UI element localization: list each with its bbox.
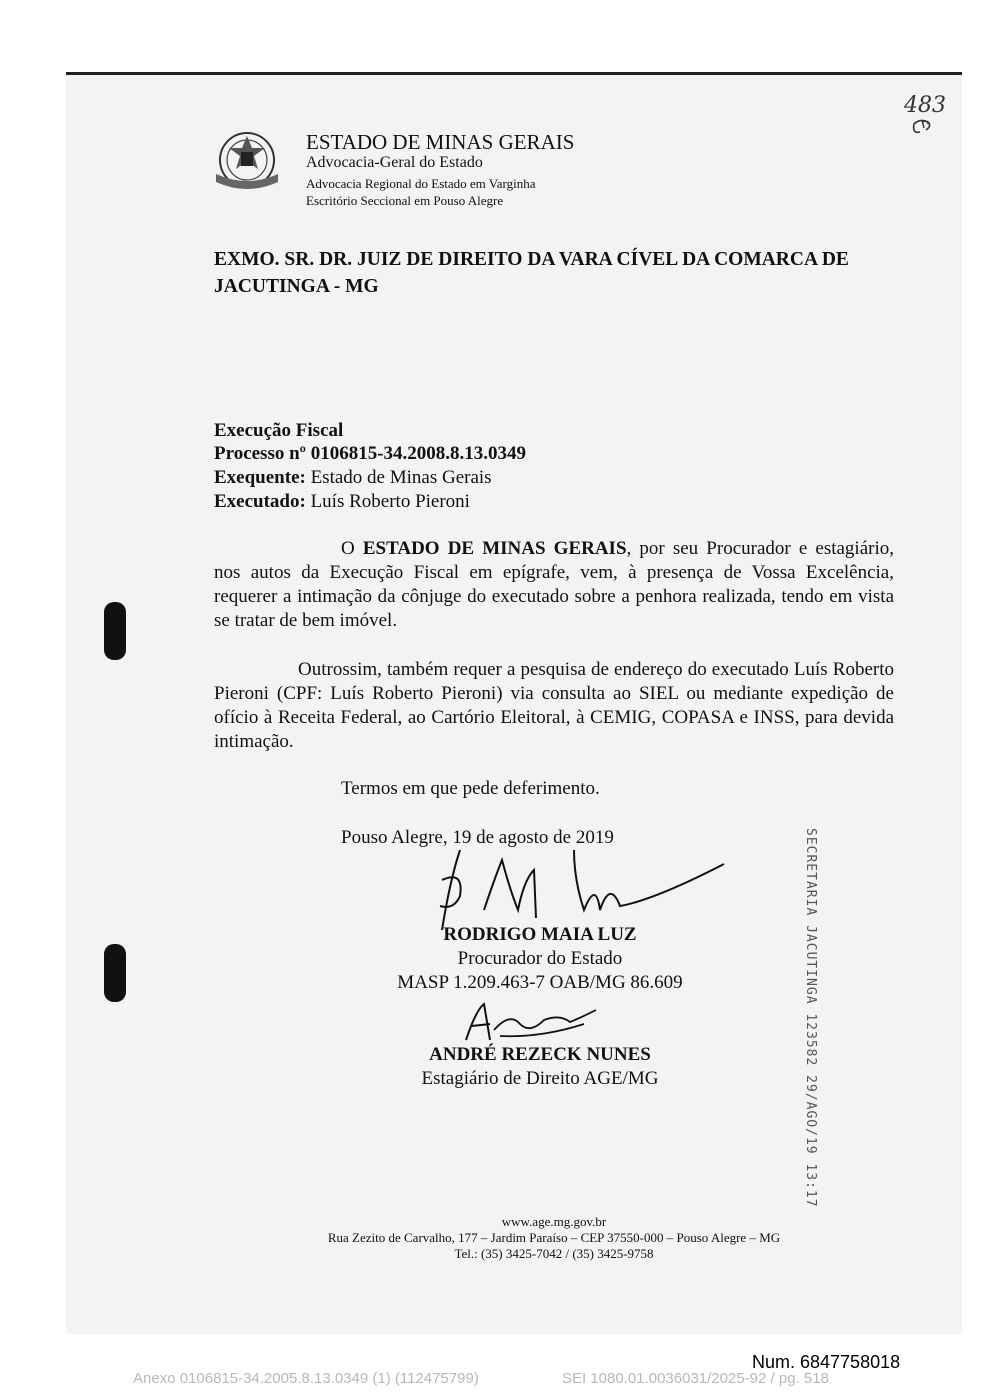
sei-reference: SEI 1080.01.0036031/2025-92 / pg. 518 [562, 1370, 829, 1387]
coat-of-arms-seal [208, 126, 286, 198]
footer-phone: Tel.: (35) 3425-7042 / (35) 3425-9758 [454, 1246, 654, 1261]
punch-hole-top [104, 602, 126, 660]
addressee: EXMO. SR. DR. JUIZ DE DIREITO DA VARA CÍVEL DA COMARCA DE JACUTINGA - MG [214, 249, 849, 297]
case-type: Execução Fiscal [214, 420, 344, 441]
signatory-2-role: Estagiário de Direito AGE/MG [421, 1068, 659, 1089]
footer-site: www.age.mg.gov.br [501, 1214, 607, 1229]
footer-address: Rua Zezito de Carvalho, 177 – Jardim Paraíso – CEP 37550-000 – Pouso Alegre – MG [327, 1230, 781, 1245]
header-section: Escritório Seccional em Pouso Alegre [306, 193, 504, 208]
signatory-1-registration: MASP 1.209.463-7 OAB/MG 86.609 [397, 972, 683, 993]
handwritten-page-number [898, 88, 954, 149]
annex-reference: Anexo 0106815-34.2005.8.13.0349 (1) (112475799) [133, 1370, 479, 1387]
header-office: Advocacia-Geral do Estado [306, 154, 483, 171]
header-regional: Advocacia Regional do Estado em Varginha [306, 176, 536, 191]
signature-andre [460, 1000, 600, 1044]
closing-line: Termos em que pede deferimento. [341, 778, 600, 799]
handwritten-number-text: 483 [904, 93, 946, 118]
signatory-1-name: RODRIGO MAIA LUZ [443, 924, 637, 945]
p1-lead: O [341, 538, 363, 559]
document-number: Num. 6847758018 [752, 1352, 901, 1372]
header-state: ESTADO DE MINAS GERAIS [306, 130, 575, 154]
signatory-2-name: ANDRÉ REZECK NUNES [429, 1044, 651, 1065]
punch-hole-bottom [104, 944, 126, 1002]
place-date: Pouso Alegre, 19 de agosto de 2019 [341, 827, 614, 848]
protocol-stamp: SECRETARIA JACUTINGA 123582 29/AGO/19 13:17 [803, 828, 818, 1208]
paragraph-address-search: Outrossim, também requer a pesquisa de endereço do executado Luís Roberto Pieroni (CPF: Luís Roberto Pieroni) via consulta ao SIEL ou mediante expedição de ofício à Receita Federal, ao Cartório Eleitoral, à CEMIG, COPASA e INSS, para devida intimação. [214, 659, 894, 752]
defendant-line [214, 492, 470, 511]
plaintiff-label: Exequente: [214, 467, 306, 488]
plaintiff-line [214, 468, 492, 487]
paragraph-request-spouse [214, 537, 894, 633]
process-number: Processo nº 0106815-34.2008.8.13.0349 [214, 443, 527, 464]
p1-text: , por seu Procurador e estagiário, nos autos da Execução Fiscal em epígrafe, vem, à presença de Vossa Excelência, requerer a intimação da cônjuge do executado sobre a penhora realizada, tendo em vista se tratar de bem imóvel. [214, 538, 894, 631]
defendant-name: Luís Roberto Pieroni [310, 491, 470, 512]
signatory-1-role: Procurador do Estado [457, 948, 623, 969]
plaintiff-name: Estado de Minas Gerais [310, 467, 492, 488]
defendant-label: Executado: [214, 491, 306, 512]
p1-state: ESTADO DE MINAS GERAIS [362, 538, 627, 559]
